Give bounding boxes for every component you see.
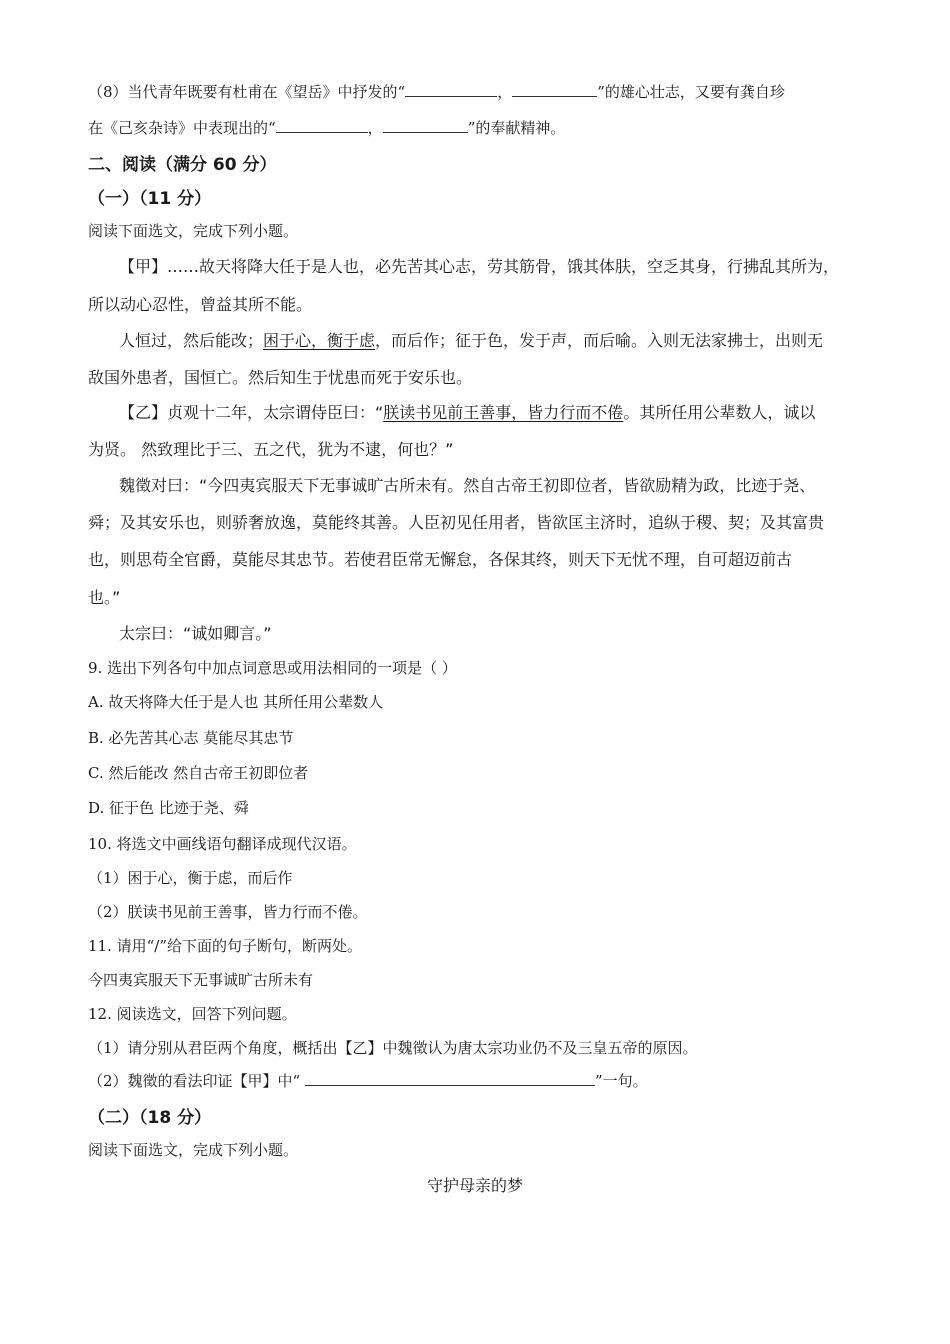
- instruction: 阅读下面选文，完成下列小题。: [88, 1141, 299, 1159]
- option-d: D. 征于色 比迹于尧、舜: [88, 799, 249, 817]
- q8-text: ”的雄心壮志，又要有龚自珍: [597, 83, 785, 101]
- q8-text: 在《己亥杂诗》中表现出的“: [88, 119, 276, 137]
- q8-line-1: [88, 81, 785, 102]
- question-10: 10. 将选文中画线语句翻译成现代汉语。: [88, 835, 357, 853]
- passage-line: 太宗曰：“诚如卿言。”: [119, 624, 272, 643]
- section-title: 二、阅读（满分 60 分）: [88, 155, 277, 175]
- answer-blank: [276, 118, 368, 133]
- q8-text: （8）当代青年既要有杜甫在《望岳》中抒发的“: [88, 83, 406, 101]
- question-10-part-2: （2）朕读书见前王善事，皆力行而不倦。: [88, 903, 368, 921]
- option-b: B. 必先苦其心志 莫能尽其忠节: [88, 729, 294, 747]
- q8-line-2: [88, 117, 565, 138]
- passage-text: 【乙】贞观十二年，太宗谓侍臣曰：“: [119, 403, 384, 422]
- passage-line: 也，则思苟全官爵，莫能尽其忠节。若使君臣常无懈怠，各保其终，则天下无忧不理，自可超迈前古: [88, 550, 793, 569]
- answer-blank: [405, 82, 497, 97]
- option-a: A. 故天将降大任于是人也 其所任用公辈数人: [88, 693, 384, 711]
- passage-line: 舜；及其安乐也，则骄奢放逸，莫能终其善。人臣初见任用者，皆欲匡主济时，追纵于稷、契；及其富贵: [88, 513, 825, 532]
- question-text: ”一句。: [594, 1072, 648, 1090]
- answer-blank: [383, 118, 468, 133]
- question-11-sentence: 今四夷宾服天下无事诚旷古所未有: [88, 971, 314, 989]
- passage-line: 【甲】……故天将降大任于是人也，必先苦其心志，劳其筋骨，饿其体肤，空乏其身，行拂乱其所为，: [119, 257, 840, 276]
- passage-line: 也。”: [88, 588, 121, 607]
- instruction: 阅读下面选文，完成下列小题。: [88, 222, 299, 240]
- q8-separator: ，: [367, 119, 383, 137]
- answer-blank: [512, 82, 597, 97]
- passage-text: ，而后作；征于色，发于声，而后喻。入则无法家拂士，出则无: [375, 331, 824, 350]
- underlined-sentence: 困于心，衡于虑: [263, 331, 376, 350]
- q8-separator: ，: [497, 83, 513, 101]
- question-12-part-1: （1）请分别从君臣两个角度，概括出【乙】中魏徵认为唐太宗功业仍不及三皇五帝的原因。: [88, 1039, 698, 1057]
- q8-text: ”的奉献精神。: [467, 119, 566, 137]
- passage-line: [119, 328, 823, 351]
- question-text: （2）魏徵的看法印证【甲】中“: [88, 1072, 305, 1090]
- passage-line: 所以动心忍性，曾益其所不能。: [88, 295, 313, 314]
- passage-line: 魏徵对曰：“今四夷宾服天下无事诚旷古所未有。然自古帝王初即位者，皆欲励精为政，比迹于尧、: [119, 476, 816, 495]
- passage-line: 敌国外患者，国恒亡。然后知生于忧患而死于安乐也。: [88, 368, 473, 387]
- question-12-part-2: [88, 1070, 648, 1091]
- question-11: 11. 请用“/”给下面的句子断句，断两处。: [88, 937, 363, 955]
- passage-text: 。其所任用公辈数人，诚以: [623, 403, 816, 422]
- passage-text: 人恒过，然后能改；: [119, 331, 264, 350]
- passage-line: [119, 400, 815, 423]
- passage-line: 为贤。 然致理比于三、五之代，犹为不逮，何也？”: [88, 440, 454, 459]
- part-title: （二）（18 分）: [88, 1108, 212, 1128]
- article-title: 守护母亲的梦: [426, 1176, 523, 1195]
- question-10-part-1: （1）困于心，衡于虑，而后作: [88, 869, 293, 887]
- question-12: 12. 阅读选文，回答下列问题。: [88, 1005, 297, 1023]
- option-c: C. 然后能改 然自古帝王初即位者: [88, 764, 309, 782]
- question-9: 9. 选出下列各句中加点词意思或用法相同的一项是（ ）: [88, 659, 457, 677]
- part-title: （一）（11 分）: [88, 189, 212, 209]
- underlined-sentence: 朕读书见前王善事，皆力行而不倦: [383, 403, 624, 422]
- answer-blank: [305, 1071, 595, 1086]
